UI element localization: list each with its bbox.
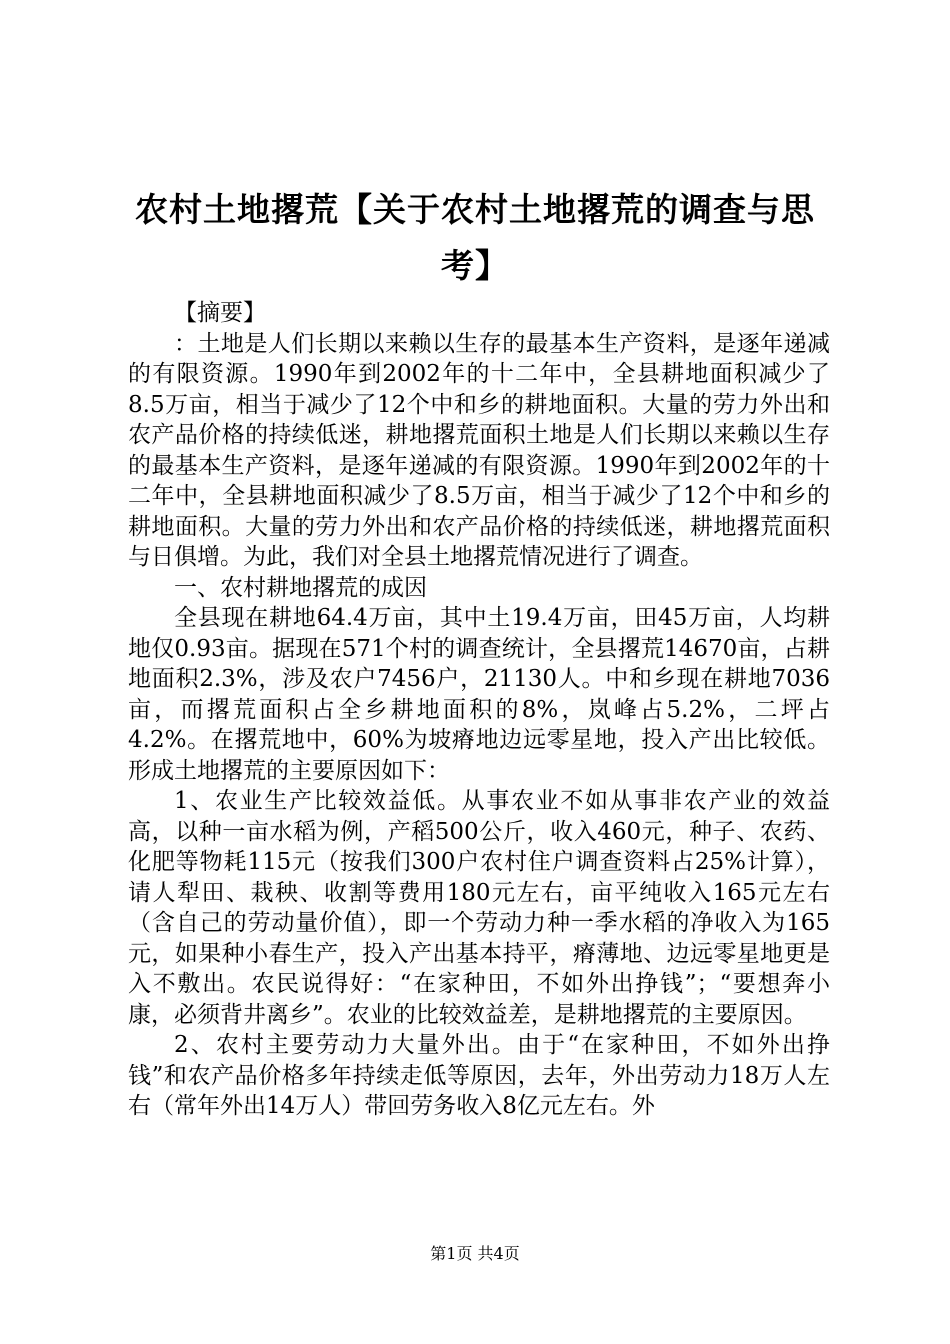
paragraph: 全县现在耕地64.4万亩，其中土19.4万亩，田45万亩，人均耕地仅0.93亩。据现在571个村的调查统计，全县撂荒14670亩，占耕地面积2.3%，涉及农户7456户，21130人。中和乡现在耕地7036亩，而撂荒面积占全乡耕地面积的8%，岚峰占5.2%，二坪占4.2%。在撂荒地中，60%为坡瘠地边远零星地，投入产出比较低。形成土地撂荒的主要原因如下： <box>128 605 830 784</box>
paragraph: 2、农村主要劳动力大量外出。由于“在家种田，不如外出挣钱”和农产品价格多年持续走低等原因，去年，外出劳动力18万人左右（常年外出14万人）带回劳务收入8亿元左右。外 <box>128 1032 830 1119</box>
document-title: 农村土地撂荒【关于农村土地撂荒的调查与思考】 <box>135 190 815 285</box>
document-body <box>128 298 830 1122</box>
paragraph: 1、农业生产比较效益低。从事农业不如从事非农产业的效益高，以种一亩水稻为例，产稻500公斤，收入460元，种子、农药、化肥等物耗115元（按我们300户农村住户调查资料占25%计算），请人犁田、栽秧、收割等费用180元左右，亩平纯收入165元左右（含自己的劳动量价值），即一个劳动力种一季水稻的净收入为165元，如果种小春生产，投入产出基本持平，瘠薄地、边远零星地更是入不敷出。农民说得好：“在家种田，不如外出挣钱”；“要想奔小康，必须背井离乡”。农业的比较效益差，是耕地撂荒的主要原因。 <box>128 788 830 1028</box>
paragraph: ：土地是人们长期以来赖以生存的最基本生产资料，是逐年递减的有限资源。1990年到2002年的十二年中，全县耕地面积减少了8.5万亩，相当于减少了12个中和乡的耕地面积。大量的劳力外出和农产品价格的持续低迷，耕地撂荒面积土地是人们长期以来赖以生存的最基本生产资料，是逐年递减的有限资源。1990年到2002年的十二年中，全县耕地面积减少了8.5万亩，相当于减少了12个中和乡的耕地面积。大量的劳力外出和农产品价格的持续低迷，耕地撂荒面积与日俱增。为此，我们对全县土地撂荒情况进行了调查。 <box>128 330 830 570</box>
paragraph: 【摘要】 <box>174 300 266 326</box>
paragraph: 一、农村耕地撂荒的成因 <box>174 574 427 601</box>
page-footer: 第1页 共4页 <box>430 1244 520 1263</box>
